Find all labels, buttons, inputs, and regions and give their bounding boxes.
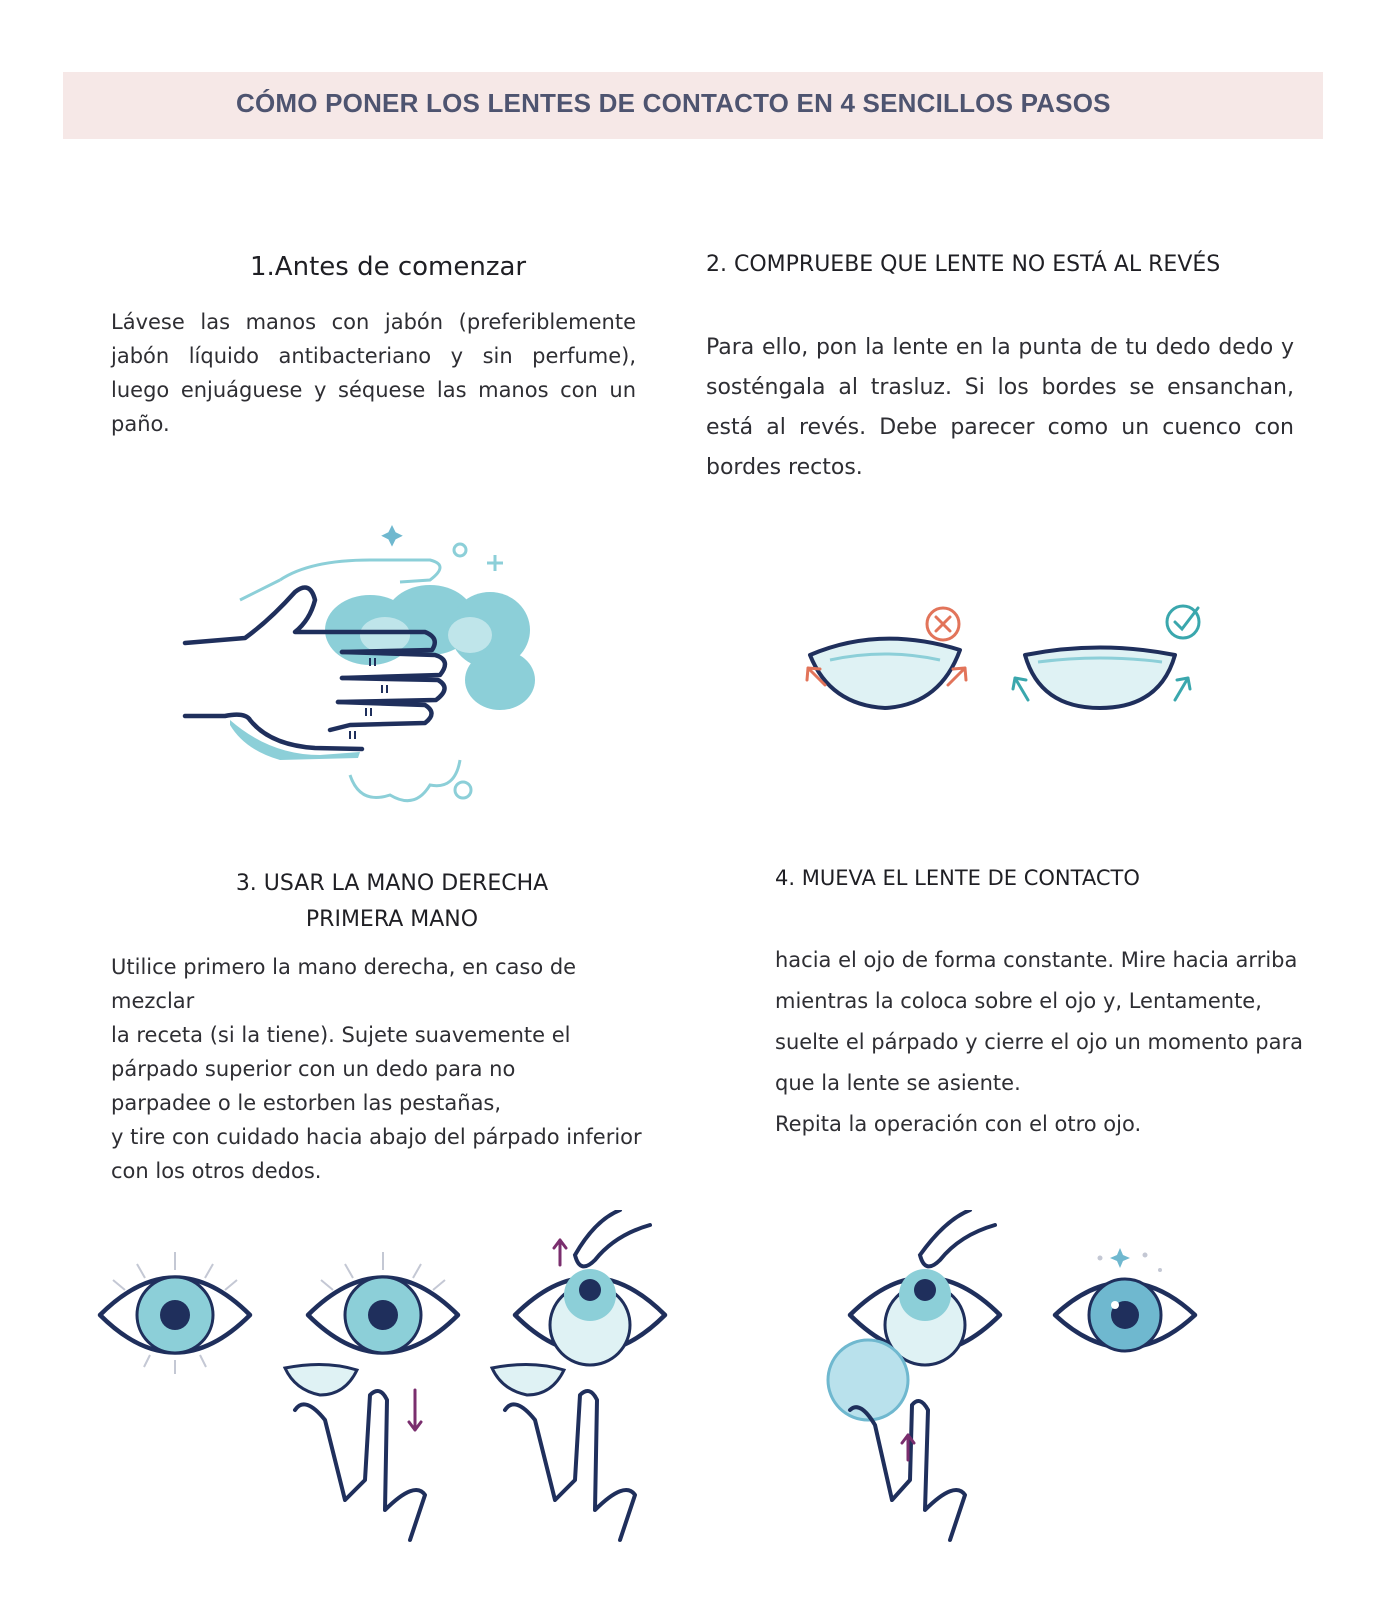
eye-icon: [285, 1252, 458, 1540]
lens-orientation-icon: [800, 600, 1220, 720]
step3-line: con los otros dedos.: [111, 1159, 322, 1183]
step3-line: parpadee o le estorben las pestañas,: [111, 1091, 502, 1115]
eye-icon: [1055, 1248, 1195, 1351]
x-circle-icon: [927, 608, 959, 640]
step3-line: párpado superior con un dedo para no: [111, 1057, 516, 1081]
eye-icon: [100, 1252, 250, 1374]
step4-heading: 4. MUEVA EL LENTE DE CONTACTO: [775, 866, 1140, 890]
step4-line: hacia el ojo de forma constante. Mire hacia arriba: [775, 948, 1298, 972]
step3-line: mezclar: [111, 989, 195, 1013]
step3-heading: [222, 866, 562, 938]
step1-text: Lávese las manos con jabón (preferiblemente jabón líquido antibacteriano y sin perfume), luego enjuáguese y séquese las manos con un paño.: [111, 310, 636, 436]
eye-icon: [828, 1210, 1000, 1540]
step3-line: la receta (si la tiene). Sujete suavemente el: [111, 1023, 571, 1047]
step4-line: que la lente se asiente.: [775, 1071, 1021, 1095]
step3-heading-line1: 3. USAR LA MANO DERECHA: [235, 871, 549, 896]
eye-lens-placed-icon: [820, 1210, 1240, 1550]
step4-line: Repita la operación con el otro ojo.: [775, 1112, 1142, 1136]
step4-line: suelte el párpado y cierre el ojo un momento para: [775, 1030, 1303, 1054]
step4-text: [775, 940, 1375, 1145]
step3-line: y tire con cuidado hacia abajo del párpado inferior: [111, 1125, 642, 1149]
step2-heading: 2. COMPRUEBE QUE LENTE NO ESTÁ AL REVÉS: [706, 252, 1221, 277]
hand-washing-icon: [170, 520, 560, 820]
eye-icon: [492, 1210, 665, 1540]
check-circle-icon: [1167, 606, 1199, 638]
step3-heading-line2: PRIMERA MANO: [305, 907, 479, 932]
step1-heading: 1.Antes de comenzar: [250, 252, 527, 282]
step3-line: Utilice primero la mano derecha, en caso de: [111, 955, 577, 979]
page-title: CÓMO PONER LOS LENTES DE CONTACTO EN 4 SENCILLOS PASOS: [236, 88, 1111, 118]
step4-line: mientras la coloca sobre el ojo y, Lentamente,: [775, 989, 1262, 1013]
step2-text: Para ello, pon la lente en la punta de tu dedo dedo y sosténgala al trasluz. Si los bordes se ensanchan, está al revés. Debe parecer como un cuenco con bordes rectos.: [706, 335, 1294, 480]
step3-text: [111, 950, 751, 1188]
eye-insertion-icon: [95, 1210, 685, 1550]
